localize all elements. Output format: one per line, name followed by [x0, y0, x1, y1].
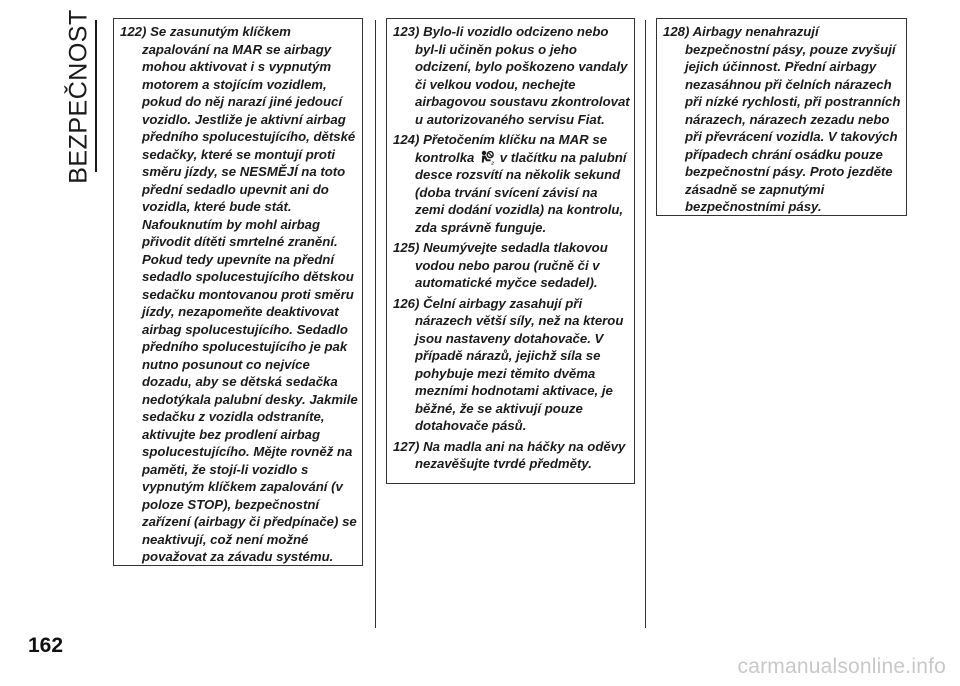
note-124-number: 124) — [393, 132, 420, 147]
note-128 — [663, 23, 902, 216]
column-separator-1 — [375, 20, 376, 628]
note-123-text: Bylo-li vozidlo odcizeno nebo byl-li učiněn pokus o jeho odcizení, bylo poškozeno vandaly či velkou vodou, nechejte airbagovou soustavu zkontrolovat u autorizovaného servisu Fiat. — [415, 24, 630, 127]
note-123-number: 123) — [393, 24, 420, 39]
section-title-rule — [95, 20, 97, 172]
section-title-text: BEZPEČNOST — [64, 8, 93, 184]
note-125 — [393, 239, 630, 292]
note-box-column-1 — [113, 18, 363, 566]
note-127-text: Na madla ani na háčky na oděvy nezavěšujte tvrdé předměty. — [415, 438, 626, 471]
note-125-number: 125) — [393, 240, 420, 255]
note-122-number: 122) — [120, 24, 147, 39]
watermark: carmanualsonline.info — [737, 655, 946, 678]
note-127-number: 127) — [393, 438, 420, 454]
note-126-text: Čelní airbagy zasahují při nárazech větší síly, než na kterou jsou nastaveny dotahovače. V případě nárazů, jejichž síla se pohybuje mezi těmito dvěma mezními hodnotami aktivace, je běžné, že se aktivují pouze dotahovače pásů. — [415, 295, 624, 433]
note-128-text: Airbagy nenahrazují bezpečnostní pásy, pouze zvyšují jejich účinnost. Přední airbagy nezasáhnou při čelních nárazech při nízké rychlosti, při postranních nárazech, nárazech zezadu nebo při převrácení vozidla. V takových případech chrání osádku pouze bezpečnostní pásy. Proto jezděte zásadně se zapnutými bezpečnostními pásy. — [685, 24, 901, 214]
note-127 — [393, 438, 630, 473]
note-122 — [120, 23, 358, 566]
page-number: 162 — [28, 634, 64, 657]
note-128-number: 128) — [663, 24, 690, 39]
note-126 — [393, 295, 630, 435]
note-124-text-before: Přetočením klíčku na MAR se kontrolka — [415, 132, 608, 165]
note-124 — [393, 131, 630, 236]
note-126-number: 126) — [393, 295, 420, 311]
section-title — [62, 8, 96, 184]
note-123 — [393, 23, 630, 128]
column-separator-2 — [645, 20, 646, 628]
note-box-column-3 — [656, 18, 907, 216]
svg-text:2: 2 — [491, 160, 494, 165]
note-box-column-2 — [386, 18, 635, 484]
airbag-off-warning-icon — [479, 150, 495, 165]
note-122-text: Se zasunutým klíčkem zapalování na MAR se airbagy mohou aktivovat i s vypnutým motorem a stojícím vozidlem, pokud do něj narazí jiné jedoucí vozidlo. Jestliže je aktivní airbag předního spolucestujícího, dětské sedačky, které se montují proti směru jízdy, se NESMĚJÍ na toto přední sedadlo upevnit ani do vozidla, které bude stát. Nafouknutím by mohl airbag přivodit dítěti smrtelné zranění. Pokud tedy upevníte na přední sedadlo spolucestujícího dětskou sedačku montovanou proti směru jízdy, nezapomeňte deaktivovat airbag spolucestujícího. Sedadlo předního spolucestujícího je pak nutno posunout co nejvíce dozadu, aby se dětská sedačka nedotýkala palubní desky. Jakmile sedačku z vozidla odstraníte, aktivujte bez prodlení airbag spolucestujícího. Mějte rovněž na paměti, že stojí-li vozidlo s vypnutým klíčkem zapalování (v poloze STOP), bezpečnostní zařízení (airbagy či předpínače) se neaktivují, což není možné považovat za závadu systému. — [142, 24, 358, 564]
note-125-text: Neumývejte sedadla tlakovou vodou nebo parou (ručně či v automatické myčce sedadel). — [415, 240, 608, 290]
note-124-text-after: v tlačítku na palubní desce rozsvítí na několik sekund (doba trvání svícení závisí na zemi dodání vozidla) na kontrolu, zda správně funguje. — [415, 149, 627, 235]
